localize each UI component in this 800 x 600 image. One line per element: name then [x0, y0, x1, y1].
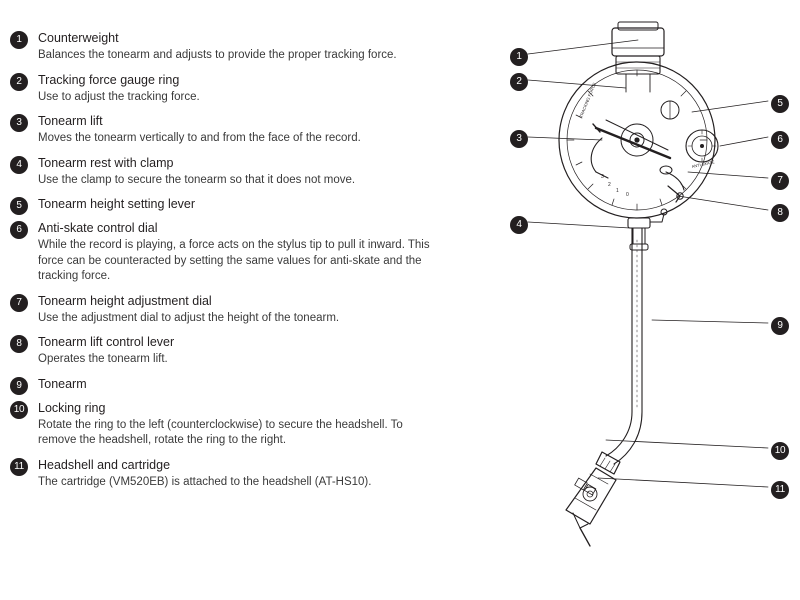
legend-number-7: 7 — [10, 294, 28, 312]
legend-title-9: Tonearm — [38, 376, 87, 391]
legend-number-3: 3 — [10, 114, 28, 132]
callout-2: 2 — [510, 73, 528, 91]
list-item — [10, 156, 430, 189]
legend-number-2: 2 — [10, 73, 28, 91]
list-item — [10, 377, 430, 392]
legend-desc-4: Use the clamp to secure the tonearm so that it does not move. — [38, 173, 356, 186]
list-item — [10, 294, 430, 327]
list-item — [10, 197, 430, 212]
leader-lines — [528, 40, 768, 487]
legend-number-11: 11 — [10, 458, 28, 476]
legend-number-5: 5 — [10, 197, 28, 215]
callout-8: 8 — [771, 204, 789, 222]
legend-number-8: 8 — [10, 335, 28, 353]
callout-10: 10 — [771, 442, 789, 460]
svg-text:3: 3 — [601, 174, 604, 180]
gauge-ring-label — [578, 82, 597, 119]
list-item — [10, 221, 430, 285]
list-item — [10, 335, 430, 368]
legend-desc-1: Balances the tonearm and adjusts to provide the proper tracking force. — [38, 49, 397, 61]
legend-list — [10, 30, 430, 499]
legend-number-1: 1 — [10, 31, 28, 49]
legend-desc-10: Rotate the ring to the left (counterclockwise) to secure the headshell. To remove the headshell, rotate the ring to the right. — [38, 418, 403, 446]
callout-3: 3 — [510, 130, 528, 148]
callout-6: 6 — [771, 131, 789, 149]
legend-number-6: 6 — [10, 221, 28, 239]
legend-title-8: Tonearm lift control lever — [38, 335, 175, 349]
svg-text:0: 0 — [626, 192, 629, 198]
dial-scale-numbers — [601, 174, 629, 198]
svg-text:TRACKING FORCE: TRACKING FORCE — [578, 81, 597, 119]
legend-title-1: Counterweight — [38, 31, 119, 45]
callout-9: 9 — [771, 317, 789, 335]
legend-desc-6: While the record is playing, a force acts on the stylus tip to pull it inward. This force can be counteracted by setting the same values for anti-skate and the tracking force. — [38, 239, 430, 282]
tonearm-illustration — [430, 0, 800, 600]
legend-desc-11: The cartridge (VM520EB) is attached to the headshell (AT-HS10). — [38, 475, 372, 488]
list-item — [10, 73, 430, 106]
list-item — [10, 458, 430, 491]
legend-desc-8: Operates the tonearm lift. — [38, 353, 168, 365]
legend-title-3: Tonearm lift — [38, 114, 103, 128]
list-item — [10, 114, 430, 147]
legend-title-7: Tonearm height adjustment dial — [38, 293, 212, 308]
legend-title-2: Tracking force gauge ring — [38, 72, 180, 87]
list-item — [10, 31, 430, 64]
legend-desc-2: Use to adjust the tracking force. — [38, 90, 200, 103]
callout-1: 1 — [510, 48, 528, 66]
list-item — [10, 401, 430, 449]
svg-text:1: 1 — [616, 188, 619, 194]
callout-5: 5 — [771, 95, 789, 113]
svg-text:ANTI-SKATE: ANTI-SKATE — [691, 159, 715, 169]
legend-title-10: Locking ring — [38, 400, 106, 415]
legend-number-10: 10 — [10, 401, 28, 419]
legend-number-9: 9 — [10, 377, 28, 395]
callout-4: 4 — [510, 216, 528, 234]
callout-11: 11 — [771, 481, 789, 499]
legend-title-4: Tonearm rest with clamp — [38, 155, 174, 170]
legend-title-11: Headshell and cartridge — [38, 457, 171, 472]
legend-title-5: Tonearm height setting lever — [38, 197, 196, 211]
legend-desc-7: Use the adjustment dial to adjust the height of the tonearm. — [38, 311, 340, 324]
legend-number-4: 4 — [10, 156, 28, 174]
callout-7: 7 — [771, 172, 789, 190]
svg-text:2: 2 — [608, 182, 611, 188]
legend-desc-3: Moves the tonearm vertically to and from the face of the record. — [38, 132, 361, 144]
tonearm-line-drawing — [430, 0, 800, 600]
legend-title-6: Anti-skate control dial — [38, 221, 158, 235]
